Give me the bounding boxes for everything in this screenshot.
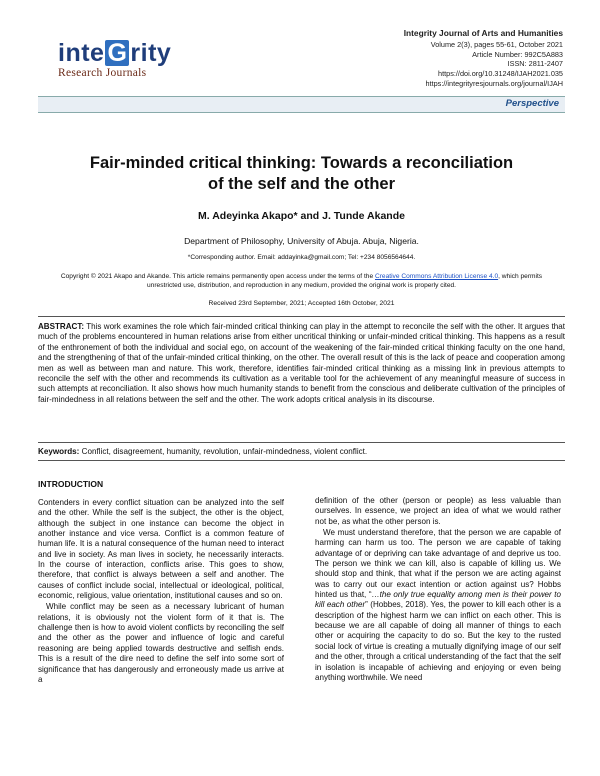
copyright-notice [44, 272, 559, 290]
left-column [38, 498, 284, 686]
copyright-text-end: , which permits unrestricted use, distribution, and reproduction in any medium, provided the original work is properly cited. [147, 273, 543, 289]
journal-info [404, 29, 563, 89]
category-banner [38, 96, 565, 113]
doi-link[interactable]: https://doi.org/10.31248/IJAH2021.035 [438, 69, 563, 79]
title-line-1: Fair-minded critical thinking: Towards a reconciliation [89, 154, 514, 172]
paragraph: definition of the other (person or people) as less valuable than ourselves. In essence, we project an idea of what we would rather not be, as what the other person is. [315, 496, 561, 526]
divider [38, 442, 565, 443]
paragraph: We must understand therefore, that the person we are capable of harming can harm us too. The person we are capable of taking advantage of or depriving can take advantage of and deprive us too. The person we think we can kill, also is capable of killing us. We should stop and think, that what if the person we are acting against was to carry out our exact intention or action against us? Hobbs hinted us that, “…the only true equality among men is their power to kill each other” (Hobbes, 2018). Yes, the power to kill each other is a description of the highest harm we can inflict on each other. This is because we are all capable of doing all manner of things to each other or acquiring the capacity to do so. But the key to the rusted social lock of virtue is creating a mutually dignifying image of our self and the other, through a critical understanding of the fact that the self in isolation is incapable of achieving and enjoying or even being anything worthwhile. We need [315, 528, 562, 682]
title-line-2: of the self and the other [207, 175, 395, 193]
abstract [38, 322, 565, 405]
received-dates: Received 23rd September, 2021; Accepted 16th October, 2021 [208, 300, 395, 307]
keywords-text: Conflict, disagreement, humanity, revolution, unfair-mindedness, violent conflict. [81, 447, 368, 456]
logo-wordmark: inte G rity [58, 39, 172, 67]
journal-title: Integrity Journal of Arts and Humanities [403, 28, 563, 38]
journal-volume: Volume 2(3), pages 55-61, October 2021 [430, 39, 563, 49]
category-label: Perspective [505, 98, 559, 109]
paragraph: While conflict may be seen as a necessary lubricant of human relations, it is obviously not the violent form of it that is. The challenge then is how to avoid violent conflicts by reconciling the self and the other as the power and influence of logic and careful reasoning are being applied towards destructive and selfish ends. This is a result of the dire need to define the self into some sort of significance that has dangerously and erroneously made us arrive at a [38, 602, 284, 684]
divider [38, 460, 565, 461]
article-number: Article Number: 992C5A883 [472, 49, 563, 59]
authors: M. Adeyinka Akapo* and J. Tunde Akande [198, 210, 405, 222]
affiliation: Department of Philosophy, University of Abuja. Abuja, Nigeria. [184, 236, 419, 246]
article-title [38, 153, 565, 195]
logo-g-icon: G [107, 39, 128, 67]
divider [38, 316, 565, 317]
journal-logo [58, 40, 188, 79]
abstract-text: This work examines the role which fair-minded critical thinking can play in the attempt to reconcile the self with the other. It argues that much of the problems encountered in human relations arise from either uncritical thinking or unfair-minded critical thinking. This happens as a result of the enthronement of both the individual and social ego, on account of the weakening of the fair-minded critical thinking faculty on the one hand, and the strengthening of that of the unfair-minded critical thinking, on the other. The overall result of this is the lack of peace and cooperation among men as well as between man and nature. This work, therefore, identifies fair-minded critical thinking as a missing link in previous attempts to reconcile the self with the other and recommends its cultivation as a veritable tool for the achievement of any meaningful measure of success in such attempts at reconciliation. It also shows how much humanity stands to benefit from the conscious and deliberate cultivation of the principles of fair-mindedness in all relations between the self and the other. The work adopts critical analysis in its discourse. [38, 322, 565, 404]
keywords-label: Keywords: [38, 447, 80, 456]
logo-subtitle: Research Journals [58, 67, 147, 79]
issn: ISSN: 2811-2407 [507, 59, 563, 69]
right-column [315, 496, 561, 684]
corresponding-author: *Corresponding author. Email: addayinka@gmail.com; Tel: +234 8056564644. [187, 254, 416, 261]
hobbes-quote: …the only true equality among men is their power to kill each other [315, 590, 562, 610]
paragraph: Contenders in every conflict situation can be analyzed into the self and the other. While the self is the subject, the other is the object, although the subject in one instance can become the object in another instance and vice versa. Conflict is a common feature of human life. It is a natural consequence of the human need to interact and live in society. As man lives in society, he necessarily interacts. In the course of interaction, conflicts arise. This goes to show, therefore, that conflict is always between a self and another. The causes of conflict include social, intellectual or ideological, political, economic, religious, value orientation, institutional causes and so on. [38, 498, 284, 601]
copyright-text: Copyright © 2021 Akapo and Akande. This article remains permanently open access under the terms of the [60, 273, 375, 280]
section-heading: INTRODUCTION [38, 479, 104, 489]
keywords [38, 447, 565, 456]
abstract-label: ABSTRACT: [38, 322, 85, 331]
journal-url[interactable]: https://integrityresjournals.org/journal/IJAH [425, 78, 563, 88]
license-link[interactable]: Creative Commons Attribution License 4.0 [374, 273, 499, 280]
